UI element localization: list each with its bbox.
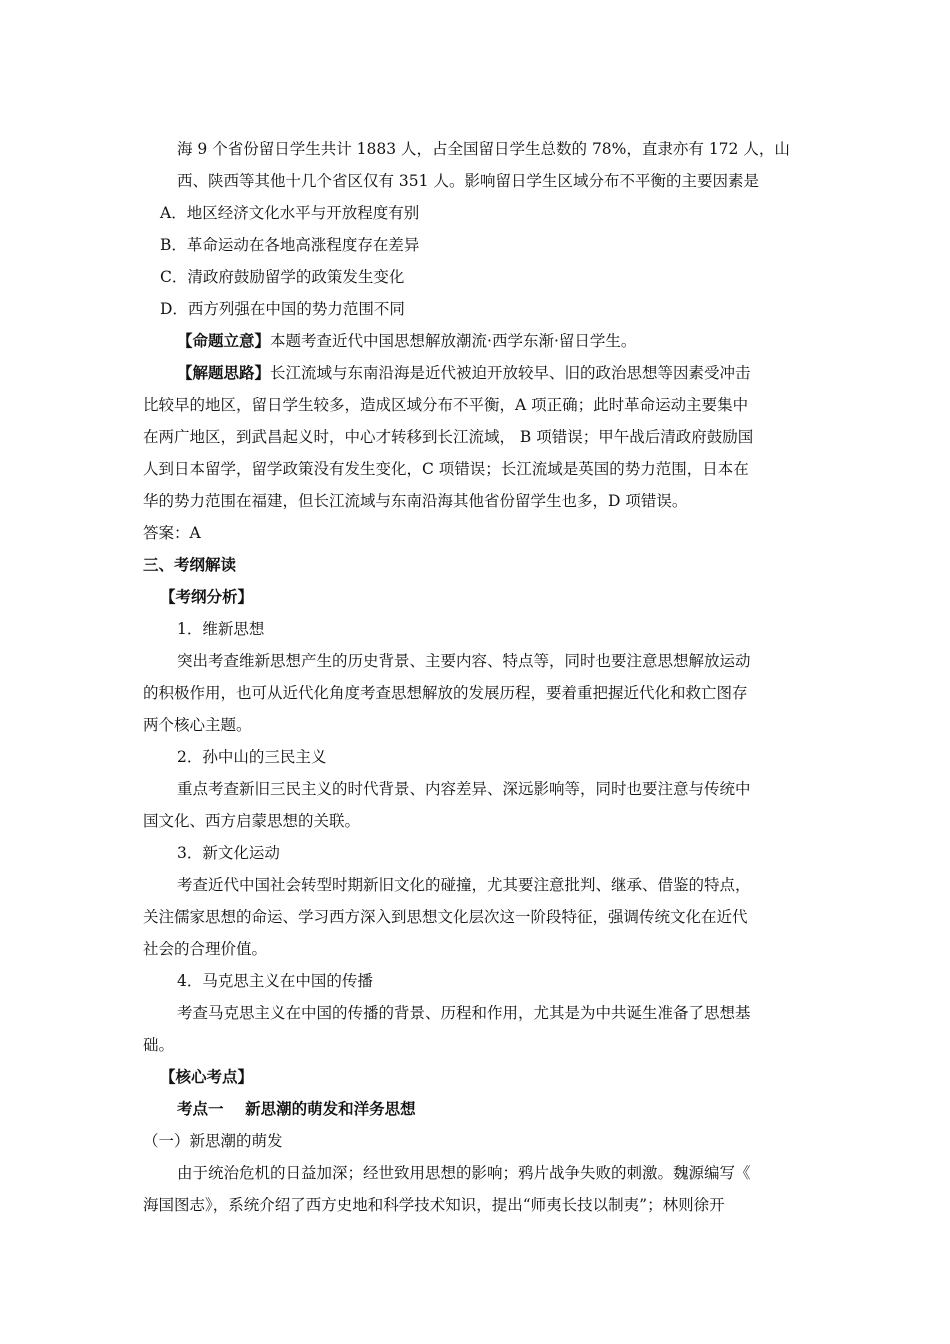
item-text-line: 两个核心主题。 xyxy=(143,716,252,734)
answer-line: 答案：A xyxy=(143,524,201,542)
item-text-line: 的积极作用，也可从近代化角度考查思想解放的发展历程，要着重把握近代化和救亡图存 xyxy=(143,684,748,702)
item-text-line: 社会的合理价值。 xyxy=(143,940,268,958)
core-points-heading: 【核心考点】 xyxy=(160,1067,254,1086)
body-text-line: 由于统治危机的日益加深；经世致用思想的影响；鸦片战争失败的刺激。魏源编写《 xyxy=(177,1164,751,1182)
analysis-text-line: 比较早的地区，留日学生较多，造成区域分布不平衡，A 项正确；此时革命运动主要集中 xyxy=(143,396,749,414)
item-text-line: 础。 xyxy=(143,1036,175,1054)
analysis-text-line: 人到日本留学，留学政策没有发生变化，C 项错误；长江流域是英国的势力范围，日本在 xyxy=(143,460,749,478)
option-d: D．西方列强在中国的势力范围不同 xyxy=(160,300,405,318)
section-heading: 三、考纲解读 xyxy=(143,555,237,574)
option-c: C．清政府鼓励留学的政策发生变化 xyxy=(160,268,405,286)
intent-paragraph xyxy=(177,331,636,351)
item-text-line: 突出考查维新思想产生的历史背景、主要内容、特点等，同时也要注意思想解放运动 xyxy=(177,652,751,670)
option-a: A．地区经济文化水平与开放程度有别 xyxy=(160,204,420,222)
analysis-text-line: 在两广地区，到武昌起义时，中心才转移到长江流域， B 项错误；甲午战后清政府鼓励国 xyxy=(143,428,754,446)
option-b: B．革命运动在各地高涨程度存在差异 xyxy=(160,236,420,254)
body-text-line: 海国图志》，系统介绍了西方史地和科学技术知识，提出“师夷长技以制夷”；林则徐开 xyxy=(143,1196,725,1214)
item-text-line: 重点考查新旧三民主义的时代背景、内容差异、深远影响等，同时也要注意与传统中 xyxy=(177,780,751,798)
intent-label: 【命题立意】 xyxy=(177,331,271,350)
point-one-title: 考点一 新思潮的萌发和洋务思想 xyxy=(177,1099,416,1118)
item-text-line: 关注儒家思想的命运、学习西方深入到思想文化层次这一阶段特征，强调传统文化在近代 xyxy=(143,908,748,926)
subsection-title: （一）新思潮的萌发 xyxy=(143,1132,283,1150)
item-text-line: 考查近代中国社会转型时期新旧文化的碰撞，尤其要注意批判、继承、借鉴的特点， xyxy=(177,876,751,894)
analysis-text-line: 华的势力范围在福建，但长江流域与东南沿海其他省份留学生也多，D 项错误。 xyxy=(143,492,688,510)
item-text-line: 考查马克思主义在中国的传播的背景、历程和作用，尤其是为中共诞生准备了思想基 xyxy=(177,1004,751,1022)
item-title: 2．孙中山的三民主义 xyxy=(177,748,327,766)
analysis-paragraph-first-line xyxy=(177,363,751,383)
item-title: 1．维新思想 xyxy=(177,620,265,638)
item-title: 3．新文化运动 xyxy=(177,844,280,862)
question-stem-line-1: 海 9 个省份留日学生共计 1883 人，占全国留日学生总数的 78%，直隶亦有 172 人，山 xyxy=(177,140,790,158)
analysis-label: 【解题思路】 xyxy=(177,363,271,382)
item-text-line: 国文化、西方启蒙思想的关联。 xyxy=(143,812,361,830)
intent-text: 本题考查近代中国思想解放潮流·西学东渐·留日学生。 xyxy=(270,332,637,350)
item-title: 4．马克思主义在中国的传播 xyxy=(177,972,373,990)
syllabus-analysis-heading: 【考纲分析】 xyxy=(160,587,254,606)
question-stem-line-2: 西、陕西等其他十几个省区仅有 351 人。影响留日学生区域分布不平衡的主要因素是 xyxy=(177,172,759,190)
analysis-text-line-1: 长江流域与东南沿海是近代被迫开放较早、旧的政治思想等因素受冲击 xyxy=(270,364,751,382)
